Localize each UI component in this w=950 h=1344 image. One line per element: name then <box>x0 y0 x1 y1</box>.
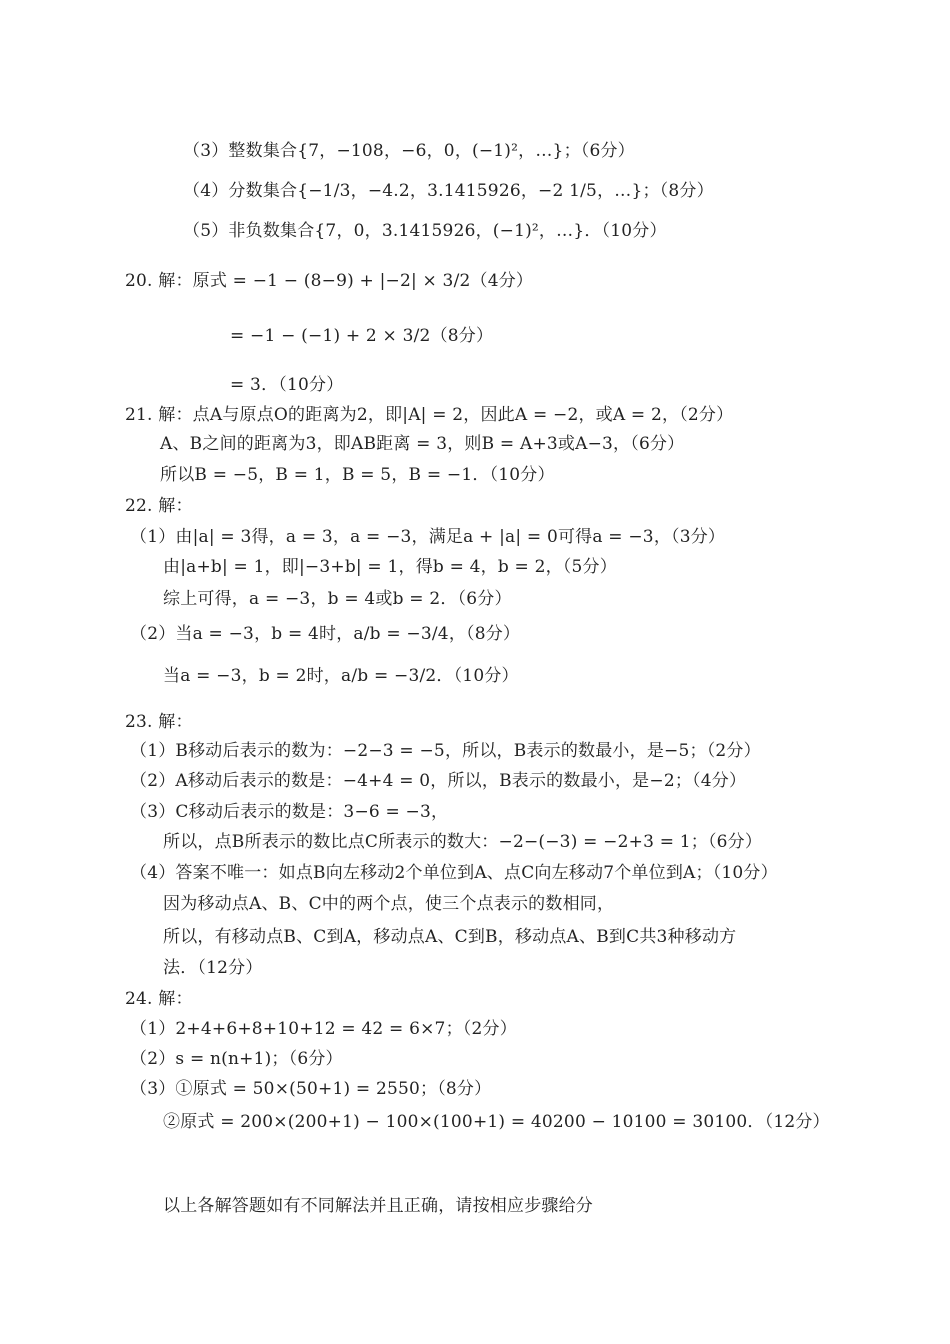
answer-line-24-1: （1）2+4+6+8+10+12 = 42 = 6×7；（2分） <box>130 1019 517 1039</box>
answer-line-22-2: 由|a+b| = 1，即|−3+b| = 1，得b = 4，b = 2，（5分） <box>163 557 617 577</box>
answer-line-23-3: （3）C移动后表示的数是：3−6 = −3， <box>130 802 449 822</box>
answer-line-22-1: （1）由|a| = 3得，a = 3，a = −3，满足a + |a| = 0可得a = −3，（3分） <box>130 527 726 547</box>
answer-line-23-6: 因为移动点A、B、C中的两个点，使三个点表示的数相同， <box>163 894 615 914</box>
answer-line-20-3: = 3．（10分） <box>230 375 344 395</box>
answer-line-21-3: 所以B = −5，B = 1，B = 5，B = −1．（10分） <box>160 465 555 485</box>
answer-line-24-head: 24. 解： <box>125 989 193 1009</box>
answer-line-23-1: （1）B移动后表示的数为：−2−3 = −5，所以，B表示的数最小，是−5；（2分） <box>130 741 761 761</box>
answer-line-23-2: （2）A移动后表示的数是：−4+4 = 0，所以，B表示的数最小，是−2；（4分） <box>130 771 747 791</box>
answer-line-19-4: （4）分数集合{−1/3，−4.2，3.1415926，−2 1/5，…}；（8分） <box>183 181 714 201</box>
answer-line-23-head: 23. 解： <box>125 712 193 732</box>
answer-line-23-4: 所以，点B所表示的数比点C所表示的数大：−2−(−3) = −2+3 = 1；（6分） <box>163 832 763 852</box>
grading-note: 以上各解答题如有不同解法并且正确，请按相应步骤给分 <box>163 1196 593 1216</box>
answer-line-22-3: 综上可得，a = −3，b = 4或b = 2．（6分） <box>163 589 512 609</box>
answer-line-20-1: 20. 解：原式 = −1 − (8−9) + |−2| × 3/2（4分） <box>125 271 534 291</box>
answer-line-21-2: A、B之间的距离为3，即AB距离 = 3，则B = A+3或A−3，（6分） <box>160 434 685 454</box>
answer-line-23-8: 法．（12分） <box>163 958 263 978</box>
answer-line-23-5: （4）答案不唯一：如点B向左移动2个单位到A、点C向左移动7个单位到A；（10分） <box>130 863 778 883</box>
answer-line-24-2: （2）s = n(n+1)；（6分） <box>130 1049 343 1069</box>
answer-line-19-3: （3）整数集合{7，−108，−6，0，(−1)²，…}；（6分） <box>183 141 635 161</box>
answer-line-22-4: （2）当a = −3，b = 4时，a/b = −3/4，（8分） <box>130 624 521 644</box>
answer-line-21-1: 21. 解：点A与原点O的距离为2，即|A| = 2，因此A = −2，或A = 2，（2分） <box>125 405 734 425</box>
answer-line-19-5: （5）非负数集合{7，0，3.1415926，(−1)²，…}．（10分） <box>183 221 667 241</box>
answer-line-24-4: ②原式 = 200×(200+1) − 100×(100+1) = 40200 − 10100 = 30100．（12分） <box>163 1112 830 1132</box>
answer-line-22-5: 当a = −3，b = 2时，a/b = −3/2．（10分） <box>163 666 519 686</box>
answer-line-23-7: 所以，有移动点B、C到A，移动点A、C到B，移动点A、B到C共3种移动方 <box>163 927 737 947</box>
answer-line-24-3: （3）①原式 = 50×(50+1) = 2550；（8分） <box>130 1079 492 1099</box>
answer-line-20-2: = −1 − (−1) + 2 × 3/2（8分） <box>230 326 494 346</box>
answer-line-22-head: 22. 解： <box>125 496 193 516</box>
